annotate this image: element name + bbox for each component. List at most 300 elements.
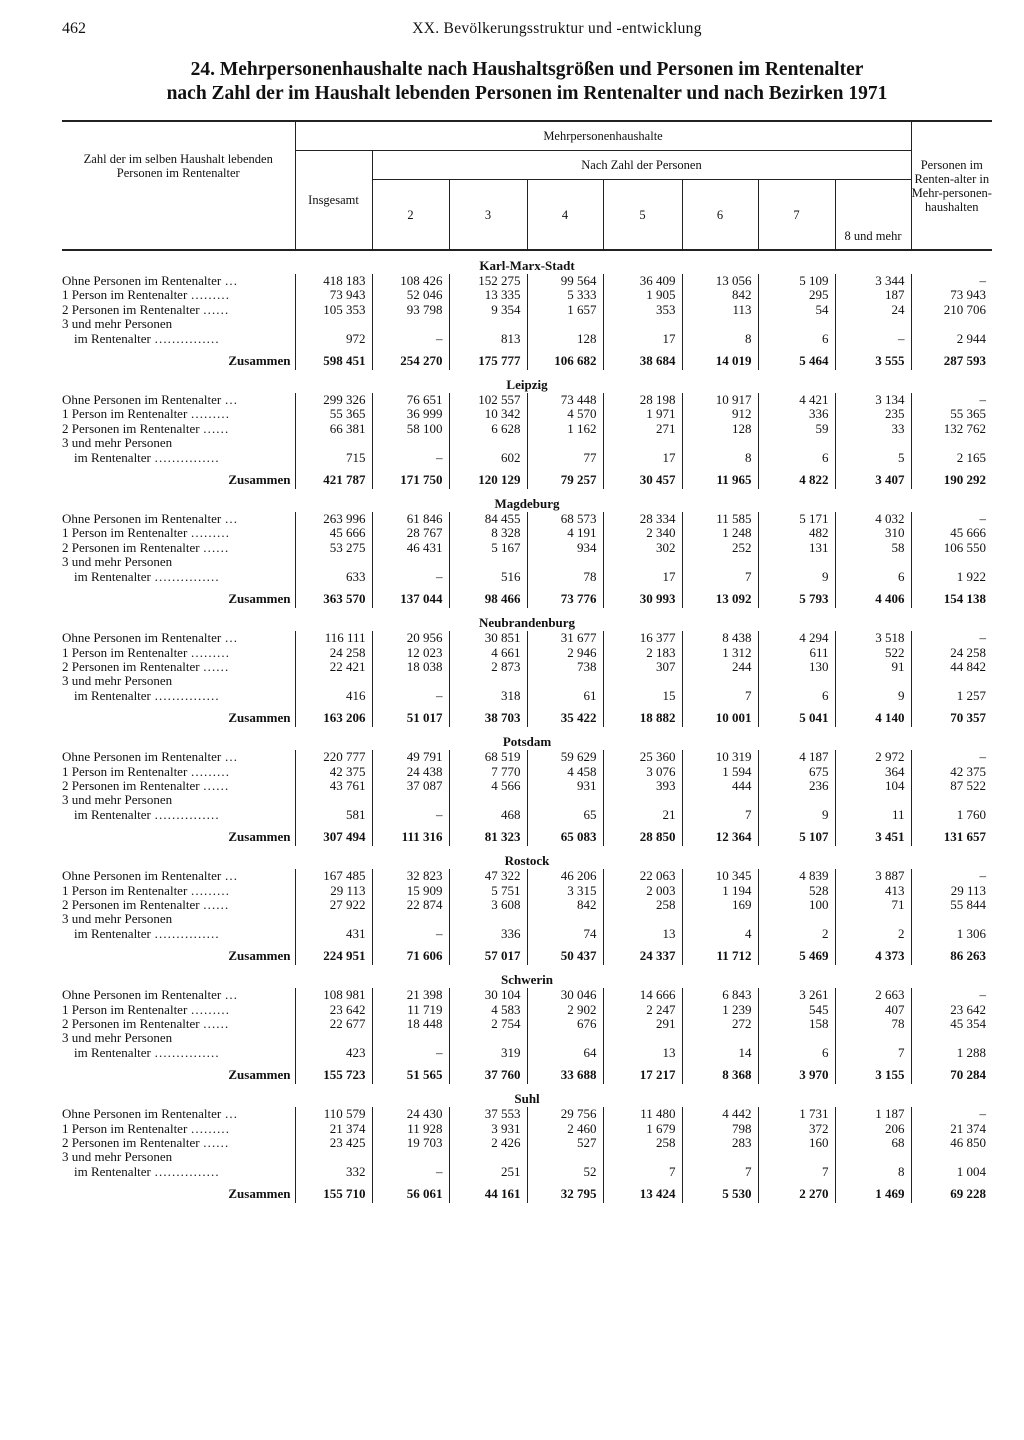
total-row [62, 1066, 992, 1084]
value-cell: 130 [758, 660, 835, 674]
value-cell: 43 761 [295, 779, 372, 793]
value-cell: 5 109 [758, 274, 835, 288]
value-cell: 258 [603, 1136, 682, 1150]
data-row [62, 1046, 992, 1060]
value-cell: 46 206 [527, 869, 603, 883]
value-cell: 27 922 [295, 898, 372, 912]
value-cell: 6 [758, 451, 835, 465]
page-number: 462 [62, 20, 86, 37]
row-label: 1 Person im Rentenalter ……… [62, 288, 230, 303]
value-cell: 4 570 [527, 407, 603, 421]
value-cell: 418 183 [295, 274, 372, 288]
row-label: 3 und mehr Personen [62, 436, 173, 451]
value-cell: 73 776 [527, 590, 603, 608]
value-cell: 51 017 [372, 709, 449, 727]
value-cell: 73 943 [295, 288, 372, 302]
empty-cell [449, 555, 527, 569]
value-cell: 38 703 [449, 709, 527, 727]
data-row-label [62, 912, 992, 926]
value-cell: 28 334 [603, 512, 682, 526]
data-row [62, 631, 992, 645]
empty-cell [758, 793, 835, 807]
value-cell: 24 258 [911, 646, 992, 660]
data-row [62, 884, 992, 898]
value-cell: 152 275 [449, 274, 527, 288]
value-cell: 364 [835, 765, 911, 779]
value-cell: 5 751 [449, 884, 527, 898]
value-cell: 44 161 [449, 1185, 527, 1203]
value-cell: 132 762 [911, 422, 992, 436]
value-cell: – [911, 512, 992, 526]
value-cell: 8 [682, 451, 758, 465]
value-cell: 431 [295, 927, 372, 941]
data-row [62, 1122, 992, 1136]
empty-cell [758, 1031, 835, 1045]
value-cell: 45 666 [911, 526, 992, 540]
value-cell: 798 [682, 1122, 758, 1136]
district-row [62, 965, 992, 988]
value-cell: 7 [603, 1165, 682, 1179]
value-cell: 12 023 [372, 646, 449, 660]
value-cell: 131 657 [911, 828, 992, 846]
value-cell: 11 928 [372, 1122, 449, 1136]
data-row [62, 898, 992, 912]
row-label: 2 Personen im Rentenalter …… [62, 897, 229, 912]
value-cell: 13 335 [449, 288, 527, 302]
value-cell: 842 [682, 288, 758, 302]
empty-cell [372, 317, 449, 331]
value-cell: 1 248 [682, 526, 758, 540]
value-cell: – [911, 869, 992, 883]
value-cell: – [911, 750, 992, 764]
row-label: Zusammen [228, 829, 291, 845]
value-cell: 2 340 [603, 526, 682, 540]
value-cell: 7 770 [449, 765, 527, 779]
value-cell: 9 [835, 689, 911, 703]
value-cell: 7 [835, 1046, 911, 1060]
data-row [62, 689, 992, 703]
empty-cell [758, 555, 835, 569]
empty-cell [603, 793, 682, 807]
district-row [62, 1084, 992, 1107]
value-cell: 931 [527, 779, 603, 793]
value-cell: 42 375 [911, 765, 992, 779]
empty-cell [372, 793, 449, 807]
value-cell: 20 956 [372, 631, 449, 645]
value-cell: 1 922 [911, 570, 992, 584]
value-cell: 5 [835, 451, 911, 465]
value-cell: 17 [603, 570, 682, 584]
district-name: Schwerin [501, 971, 554, 987]
data-row [62, 393, 992, 407]
value-cell: 35 422 [527, 709, 603, 727]
value-cell: – [911, 393, 992, 407]
value-cell: 32 823 [372, 869, 449, 883]
data-row-label [62, 674, 992, 688]
empty-cell [372, 674, 449, 688]
value-cell: 8 [682, 332, 758, 346]
value-cell: 68 [835, 1136, 911, 1150]
value-cell: 158 [758, 1017, 835, 1031]
value-cell: 934 [527, 541, 603, 555]
value-cell: 421 787 [295, 471, 372, 489]
value-cell: 49 791 [372, 750, 449, 764]
value-cell: 113 [682, 303, 758, 317]
value-cell: 522 [835, 646, 911, 660]
empty-cell [527, 436, 603, 450]
value-cell: 30 104 [449, 988, 527, 1002]
value-cell: 7 [682, 689, 758, 703]
value-cell: 54 [758, 303, 835, 317]
value-cell: 58 [835, 541, 911, 555]
value-cell: 5 464 [758, 352, 835, 370]
value-cell: 1 162 [527, 422, 603, 436]
value-cell: 155 710 [295, 1185, 372, 1203]
value-cell: 842 [527, 898, 603, 912]
empty-cell [295, 436, 372, 450]
empty-cell [911, 317, 992, 331]
value-cell: 1 239 [682, 1003, 758, 1017]
value-cell: 53 275 [295, 541, 372, 555]
value-cell: 353 [603, 303, 682, 317]
value-cell: – [911, 274, 992, 288]
value-cell: 74 [527, 927, 603, 941]
value-cell: 3 344 [835, 274, 911, 288]
empty-cell [295, 1031, 372, 1045]
value-cell: 254 270 [372, 352, 449, 370]
value-cell: 59 [758, 422, 835, 436]
row-label: 2 Personen im Rentenalter …… [62, 1136, 229, 1151]
value-cell: 9 [758, 808, 835, 822]
value-cell: 1 760 [911, 808, 992, 822]
value-cell: 70 284 [911, 1066, 992, 1084]
empty-cell [527, 912, 603, 926]
subgroup-header: Nach Zahl der Personen [372, 151, 911, 180]
value-cell: 128 [527, 332, 603, 346]
value-cell: 56 061 [372, 1185, 449, 1203]
group-header: Mehrpersonenhaushalte [295, 121, 911, 151]
district-name: Suhl [514, 1090, 540, 1106]
value-cell: 8 328 [449, 526, 527, 540]
value-cell: 22 677 [295, 1017, 372, 1031]
value-cell: – [911, 988, 992, 1002]
value-cell: 175 777 [449, 352, 527, 370]
value-cell: 38 684 [603, 352, 682, 370]
data-row [62, 422, 992, 436]
insgesamt-header: Insgesamt [295, 151, 372, 251]
value-cell: 3 076 [603, 765, 682, 779]
value-cell: 187 [835, 288, 911, 302]
value-cell: 1 288 [911, 1046, 992, 1060]
value-cell: 16 377 [603, 631, 682, 645]
value-cell: 24 438 [372, 765, 449, 779]
table-body [62, 250, 992, 1203]
value-cell: 55 844 [911, 898, 992, 912]
value-cell: 3 451 [835, 828, 911, 846]
value-cell: 18 882 [603, 709, 682, 727]
row-label: 3 und mehr Personen [62, 555, 173, 570]
row-label: 2 Personen im Rentenalter …… [62, 421, 229, 436]
value-cell: 37 087 [372, 779, 449, 793]
value-cell: 28 850 [603, 828, 682, 846]
value-cell: 393 [603, 779, 682, 793]
value-cell: – [372, 332, 449, 346]
value-cell: 23 642 [295, 1003, 372, 1017]
value-cell: 11 712 [682, 947, 758, 965]
value-cell: 252 [682, 541, 758, 555]
value-cell: 71 [835, 898, 911, 912]
row-label: im Rentenalter …………… [74, 688, 220, 703]
value-cell: 30 046 [527, 988, 603, 1002]
value-cell: 2 946 [527, 646, 603, 660]
value-cell: 10 345 [682, 869, 758, 883]
value-cell: 15 [603, 689, 682, 703]
value-cell: 50 437 [527, 947, 603, 965]
empty-cell [682, 436, 758, 450]
value-cell: 17 [603, 332, 682, 346]
value-cell: 527 [527, 1136, 603, 1150]
value-cell: 46 431 [372, 541, 449, 555]
value-cell: 235 [835, 407, 911, 421]
empty-cell [603, 555, 682, 569]
table-title [62, 58, 992, 106]
row-label: im Rentenalter …………… [74, 331, 220, 346]
value-cell: 116 111 [295, 631, 372, 645]
empty-cell [295, 793, 372, 807]
value-cell: 51 565 [372, 1066, 449, 1084]
value-cell: 675 [758, 765, 835, 779]
value-cell: 10 342 [449, 407, 527, 421]
value-cell: 11 585 [682, 512, 758, 526]
value-cell: 5 333 [527, 288, 603, 302]
value-cell: 13 [603, 927, 682, 941]
row-label: Zusammen [228, 472, 291, 488]
value-cell: 45 354 [911, 1017, 992, 1031]
value-cell: 21 374 [295, 1122, 372, 1136]
value-cell: 8 438 [682, 631, 758, 645]
value-cell: 413 [835, 884, 911, 898]
value-cell: 3 134 [835, 393, 911, 407]
col-5-header: 5 [603, 180, 682, 251]
value-cell: 91 [835, 660, 911, 674]
empty-cell [295, 1150, 372, 1164]
value-cell: 65 083 [527, 828, 603, 846]
value-cell: 1 306 [911, 927, 992, 941]
value-cell: 10 319 [682, 750, 758, 764]
row-label: Ohne Personen im Rentenalter … [62, 1107, 238, 1122]
empty-cell [372, 1150, 449, 1164]
value-cell: 22 063 [603, 869, 682, 883]
value-cell: 6 [758, 1046, 835, 1060]
value-cell: 5 171 [758, 512, 835, 526]
value-cell: 210 706 [911, 303, 992, 317]
value-cell: 70 357 [911, 709, 992, 727]
value-cell: 224 951 [295, 947, 372, 965]
value-cell: 100 [758, 898, 835, 912]
value-cell: 22 874 [372, 898, 449, 912]
row-label: 1 Person im Rentenalter ……… [62, 407, 230, 422]
value-cell: 128 [682, 422, 758, 436]
empty-cell [835, 1150, 911, 1164]
value-cell: 71 606 [372, 947, 449, 965]
value-cell: 1 004 [911, 1165, 992, 1179]
value-cell: 2 754 [449, 1017, 527, 1031]
empty-cell [527, 1150, 603, 1164]
row-label: im Rentenalter …………… [74, 1164, 220, 1179]
value-cell: 3 887 [835, 869, 911, 883]
data-row [62, 660, 992, 674]
value-cell: 77 [527, 451, 603, 465]
empty-cell [911, 1031, 992, 1045]
value-cell: 7 [758, 1165, 835, 1179]
value-cell: 167 485 [295, 869, 372, 883]
value-cell: 3 155 [835, 1066, 911, 1084]
value-cell: – [372, 808, 449, 822]
value-cell: 155 723 [295, 1066, 372, 1084]
value-cell: 36 409 [603, 274, 682, 288]
value-cell: 66 381 [295, 422, 372, 436]
empty-cell [449, 436, 527, 450]
value-cell: 33 [835, 422, 911, 436]
empty-cell [603, 1031, 682, 1045]
value-cell: 24 [835, 303, 911, 317]
district-row [62, 846, 992, 869]
value-cell: 33 688 [527, 1066, 603, 1084]
row-label: im Rentenalter …………… [74, 1045, 220, 1060]
value-cell: – [911, 631, 992, 645]
col-7-header: 7 [758, 180, 835, 251]
value-cell: – [911, 1107, 992, 1121]
value-cell: 1 679 [603, 1122, 682, 1136]
value-cell: 1 257 [911, 689, 992, 703]
value-cell: 332 [295, 1165, 372, 1179]
value-cell: – [372, 451, 449, 465]
value-cell: 2 165 [911, 451, 992, 465]
data-row [62, 869, 992, 883]
value-cell: 21 374 [911, 1122, 992, 1136]
data-row-label [62, 793, 992, 807]
value-cell: 2 270 [758, 1185, 835, 1203]
empty-cell [603, 912, 682, 926]
col-2-header: 2 [372, 180, 449, 251]
total-row [62, 947, 992, 965]
value-cell: 11 965 [682, 471, 758, 489]
value-cell: 102 557 [449, 393, 527, 407]
value-cell: 336 [449, 927, 527, 941]
district-row [62, 608, 992, 631]
value-cell: 29 113 [911, 884, 992, 898]
empty-cell [682, 793, 758, 807]
row-label: Zusammen [228, 1067, 291, 1083]
value-cell: 30 993 [603, 590, 682, 608]
empty-cell [449, 912, 527, 926]
value-cell: 2 972 [835, 750, 911, 764]
row-label: 1 Person im Rentenalter ……… [62, 1121, 230, 1136]
district-row [62, 370, 992, 393]
value-cell: 18 038 [372, 660, 449, 674]
value-cell: 251 [449, 1165, 527, 1179]
value-cell: 310 [835, 526, 911, 540]
value-cell: 99 564 [527, 274, 603, 288]
value-cell: 14 666 [603, 988, 682, 1002]
row-label: 3 und mehr Personen [62, 793, 173, 808]
value-cell: – [835, 332, 911, 346]
data-row [62, 541, 992, 555]
value-cell: 295 [758, 288, 835, 302]
value-cell: 11 [835, 808, 911, 822]
value-cell: 5 530 [682, 1185, 758, 1203]
value-cell: 93 798 [372, 303, 449, 317]
value-cell: 37 553 [449, 1107, 527, 1121]
value-cell: 516 [449, 570, 527, 584]
data-row [62, 451, 992, 465]
empty-cell [911, 912, 992, 926]
empty-cell [449, 1150, 527, 1164]
empty-cell [295, 555, 372, 569]
empty-cell [449, 317, 527, 331]
row-label: 2 Personen im Rentenalter …… [62, 1017, 229, 1031]
value-cell: – [372, 570, 449, 584]
data-row [62, 570, 992, 584]
value-cell: 482 [758, 526, 835, 540]
row-label: Ohne Personen im Rentenalter … [62, 869, 238, 884]
value-cell: 9 [758, 570, 835, 584]
persons-header: Personen im Renten-alter in Mehr-personen-haushalten [911, 121, 992, 250]
value-cell: 65 [527, 808, 603, 822]
value-cell: 2 [835, 927, 911, 941]
value-cell: 1 971 [603, 407, 682, 421]
empty-cell [835, 793, 911, 807]
value-cell: 61 846 [372, 512, 449, 526]
row-label: Ohne Personen im Rentenalter … [62, 393, 238, 408]
value-cell: 31 677 [527, 631, 603, 645]
value-cell: 4 187 [758, 750, 835, 764]
row-label: 2 Personen im Rentenalter …… [62, 659, 229, 674]
value-cell: 81 323 [449, 828, 527, 846]
value-cell: 29 113 [295, 884, 372, 898]
value-cell: 1 312 [682, 646, 758, 660]
value-cell: 64 [527, 1046, 603, 1060]
empty-cell [682, 1031, 758, 1045]
value-cell: 46 850 [911, 1136, 992, 1150]
value-cell: 10 917 [682, 393, 758, 407]
value-cell: 2 902 [527, 1003, 603, 1017]
row-label: 2 Personen im Rentenalter …… [62, 540, 229, 555]
value-cell: 2 247 [603, 1003, 682, 1017]
value-cell: 61 [527, 689, 603, 703]
value-cell: 131 [758, 541, 835, 555]
row-label: 1 Person im Rentenalter ……… [62, 645, 230, 660]
value-cell: 19 703 [372, 1136, 449, 1150]
empty-cell [527, 317, 603, 331]
empty-cell [835, 1031, 911, 1045]
value-cell: 5 469 [758, 947, 835, 965]
row-label: Ohne Personen im Rentenalter … [62, 512, 238, 527]
value-cell: 319 [449, 1046, 527, 1060]
row-label: 3 und mehr Personen [62, 317, 173, 332]
empty-cell [835, 912, 911, 926]
value-cell: 3 931 [449, 1122, 527, 1136]
value-cell: 598 451 [295, 352, 372, 370]
value-cell: 8 [835, 1165, 911, 1179]
district-name: Potsdam [502, 733, 552, 749]
value-cell: 25 360 [603, 750, 682, 764]
value-cell: 244 [682, 660, 758, 674]
empty-cell [527, 793, 603, 807]
empty-cell [372, 912, 449, 926]
row-label: im Rentenalter …………… [74, 926, 220, 941]
value-cell: 108 981 [295, 988, 372, 1002]
